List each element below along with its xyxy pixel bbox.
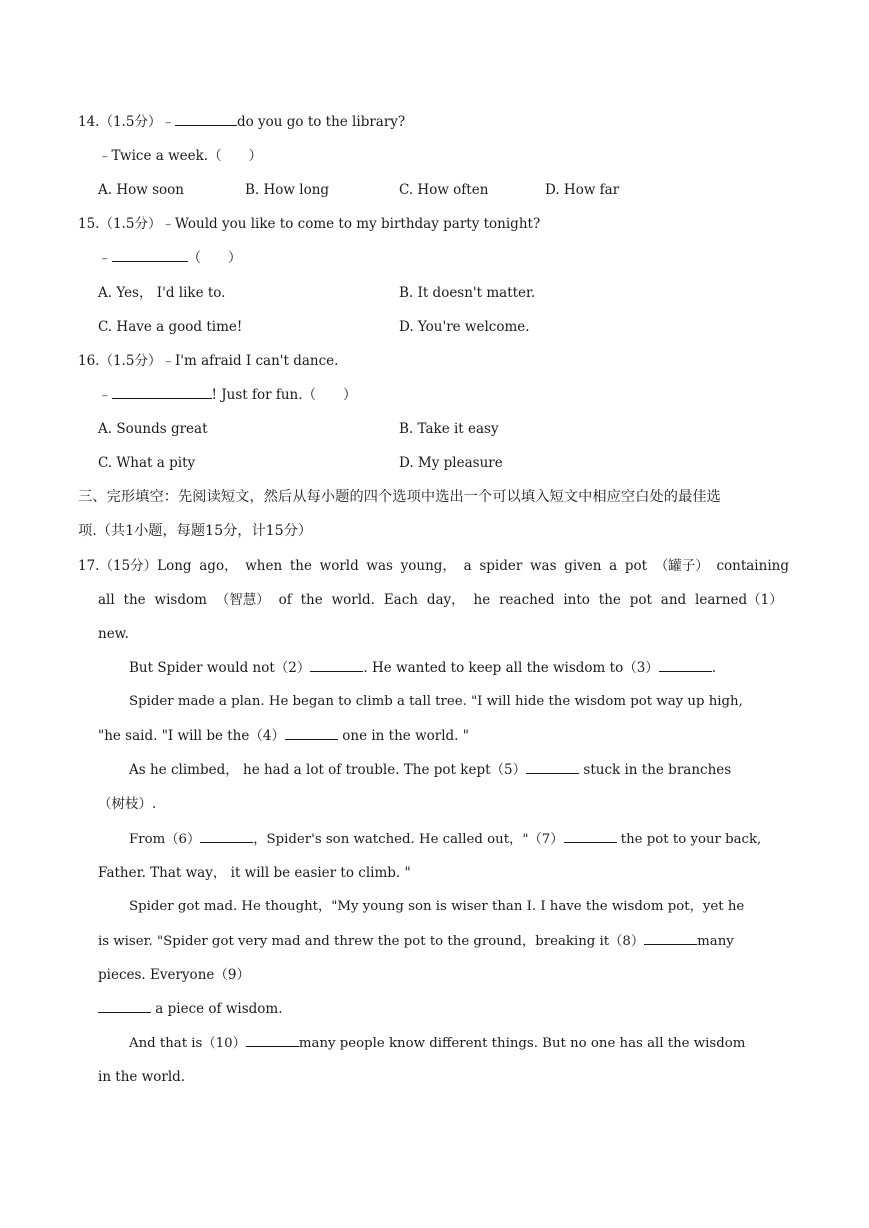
q15-option-b: B. It doesn't matter.: [399, 285, 536, 301]
word: all: [98, 592, 115, 608]
q17-para6-line2: [98, 932, 734, 951]
word: learned（1）: [695, 592, 783, 608]
q17-line1: [78, 557, 789, 575]
text: stuck in the branches: [579, 762, 732, 778]
q14-option-a: A. How soon: [98, 182, 184, 198]
q17-para7-line1: [129, 1034, 745, 1053]
q17-para5-line1: [129, 830, 761, 849]
q14-option-c: C. How often: [399, 182, 489, 198]
q16-blank: [112, 386, 212, 399]
q15-option-a: A. Yes， I'd like to.: [98, 285, 226, 301]
text: many people know different things. But no one has all the wisdom: [298, 1036, 746, 1051]
word: world.: [331, 592, 375, 608]
q15-answer-line: [98, 249, 242, 267]
q16-option-c: C. What a pity: [98, 455, 196, 471]
q17-line2: [98, 591, 783, 609]
word: when: [245, 558, 283, 574]
q15-blank: [112, 249, 188, 262]
word: （罐子）: [654, 558, 709, 574]
q17-para3-line2: [98, 727, 469, 745]
word: wisdom: [154, 592, 207, 608]
text: ，Spider's son watched. He called out，"（7）: [253, 832, 564, 847]
q15-answer-prefix: ﹣: [98, 250, 112, 266]
blank-2: [310, 659, 363, 672]
word: the: [300, 592, 323, 608]
word: the: [123, 592, 146, 608]
blank-5: [526, 761, 579, 774]
word: （智慧）: [215, 592, 270, 608]
word: and: [660, 592, 687, 608]
word: the: [598, 592, 621, 608]
word: day，: [426, 592, 465, 608]
text: the pot to your back,: [616, 832, 762, 847]
word: pot: [624, 558, 648, 574]
q16-stem: 16.（1.5分）﹣I'm afraid I can't dance.: [78, 353, 339, 369]
text: "he said. "I will be the（4）: [98, 728, 285, 744]
q15-answer-suffix: （ ）: [187, 250, 242, 266]
q17-para6-line3: pieces. Everyone（9）: [98, 967, 250, 983]
q16-option-b: B. Take it easy: [399, 421, 499, 437]
word: reached: [499, 592, 555, 608]
word: of: [278, 592, 292, 608]
blank-10: [246, 1034, 299, 1047]
blank-7: [564, 830, 617, 843]
word: into: [563, 592, 590, 608]
q17-para5-line2: Father. That way， it will be easier to climb. ": [98, 865, 411, 881]
blank-3: [659, 659, 712, 672]
q14-option-b: B. How long: [245, 182, 330, 198]
q17-para4-line1: [129, 761, 731, 779]
q16-answer-line: [98, 386, 357, 404]
q16-answer-suffix: ! Just for fun.（ ）: [211, 387, 357, 403]
word: the: [289, 558, 312, 574]
text: . He wanted to keep all the wisdom to（3）: [363, 660, 659, 676]
word: was: [366, 558, 393, 574]
text: And that is（10）: [129, 1036, 246, 1051]
text: is wiser. "Spider got very mad and threw the pot to the ground，breaking it（8）: [98, 934, 645, 949]
word: young，: [400, 558, 456, 574]
blank-6: [200, 830, 253, 843]
word: given: [564, 558, 602, 574]
text: one in the world. ": [337, 728, 469, 744]
q14-stem-suffix: do you go to the library?: [236, 114, 406, 130]
text: From（6）: [129, 832, 201, 847]
text: .: [711, 660, 717, 676]
q14-answer-line: ﹣Twice a week.（ ）: [98, 148, 263, 164]
q17-para2: [129, 659, 716, 677]
section3-heading-line2: 项.（共1小题，每题15分，计15分）: [78, 523, 313, 539]
text: As he climbed， he had a lot of trouble. The pot kept（5）: [129, 762, 527, 778]
q17-para6-line4: [98, 1000, 283, 1018]
word: world: [319, 558, 359, 574]
q16-answer-prefix: ﹣: [98, 387, 112, 403]
word: 17.（15分）Long: [78, 558, 192, 574]
text: But Spider would not（2）: [129, 660, 311, 676]
text: many: [697, 934, 734, 949]
blank-8: [644, 932, 697, 945]
blank-4: [285, 727, 338, 740]
q15-stem: 15.（1.5分）﹣Would you like to come to my birthday party tonight?: [78, 216, 541, 232]
q17-para6-line1: Spider got mad. He thought，"My young son is wiser than I. I have the wisdom pot，yet he: [129, 899, 745, 914]
word: a: [463, 558, 472, 574]
q15-option-c: C. Have a good time!: [98, 319, 243, 335]
q16-option-d: D. My pleasure: [399, 455, 503, 471]
word: containing: [716, 558, 789, 574]
word: ago，: [199, 558, 238, 574]
blank-9: [98, 1000, 151, 1013]
q17-para4-line2: （树枝）.: [98, 796, 157, 812]
section3-heading-line1: 三、完形填空：先阅读短文，然后从每小题的四个选项中选出一个可以填入短文中相应空白处的最佳选: [78, 489, 721, 505]
q14-option-d: D. How far: [545, 182, 620, 198]
word: Each: [383, 592, 418, 608]
q16-option-a: A. Sounds great: [98, 421, 208, 437]
q15-option-d: D. You're welcome.: [399, 319, 530, 335]
word: pot: [629, 592, 652, 608]
q17-line3: new.: [98, 626, 129, 642]
q14-blank: [175, 113, 237, 126]
word: was: [530, 558, 557, 574]
q14-stem-prefix: 14.（1.5分）﹣: [78, 114, 175, 130]
text: a piece of wisdom.: [151, 1001, 283, 1017]
q17-para7-line2: in the world.: [98, 1069, 186, 1085]
word: a: [609, 558, 618, 574]
word: he: [473, 592, 491, 608]
q17-para3-line1: Spider made a plan. He began to climb a tall tree. "I will hide the wisdom pot way up high,: [129, 694, 743, 709]
word: spider: [479, 558, 523, 574]
q14-stem: [78, 113, 405, 131]
